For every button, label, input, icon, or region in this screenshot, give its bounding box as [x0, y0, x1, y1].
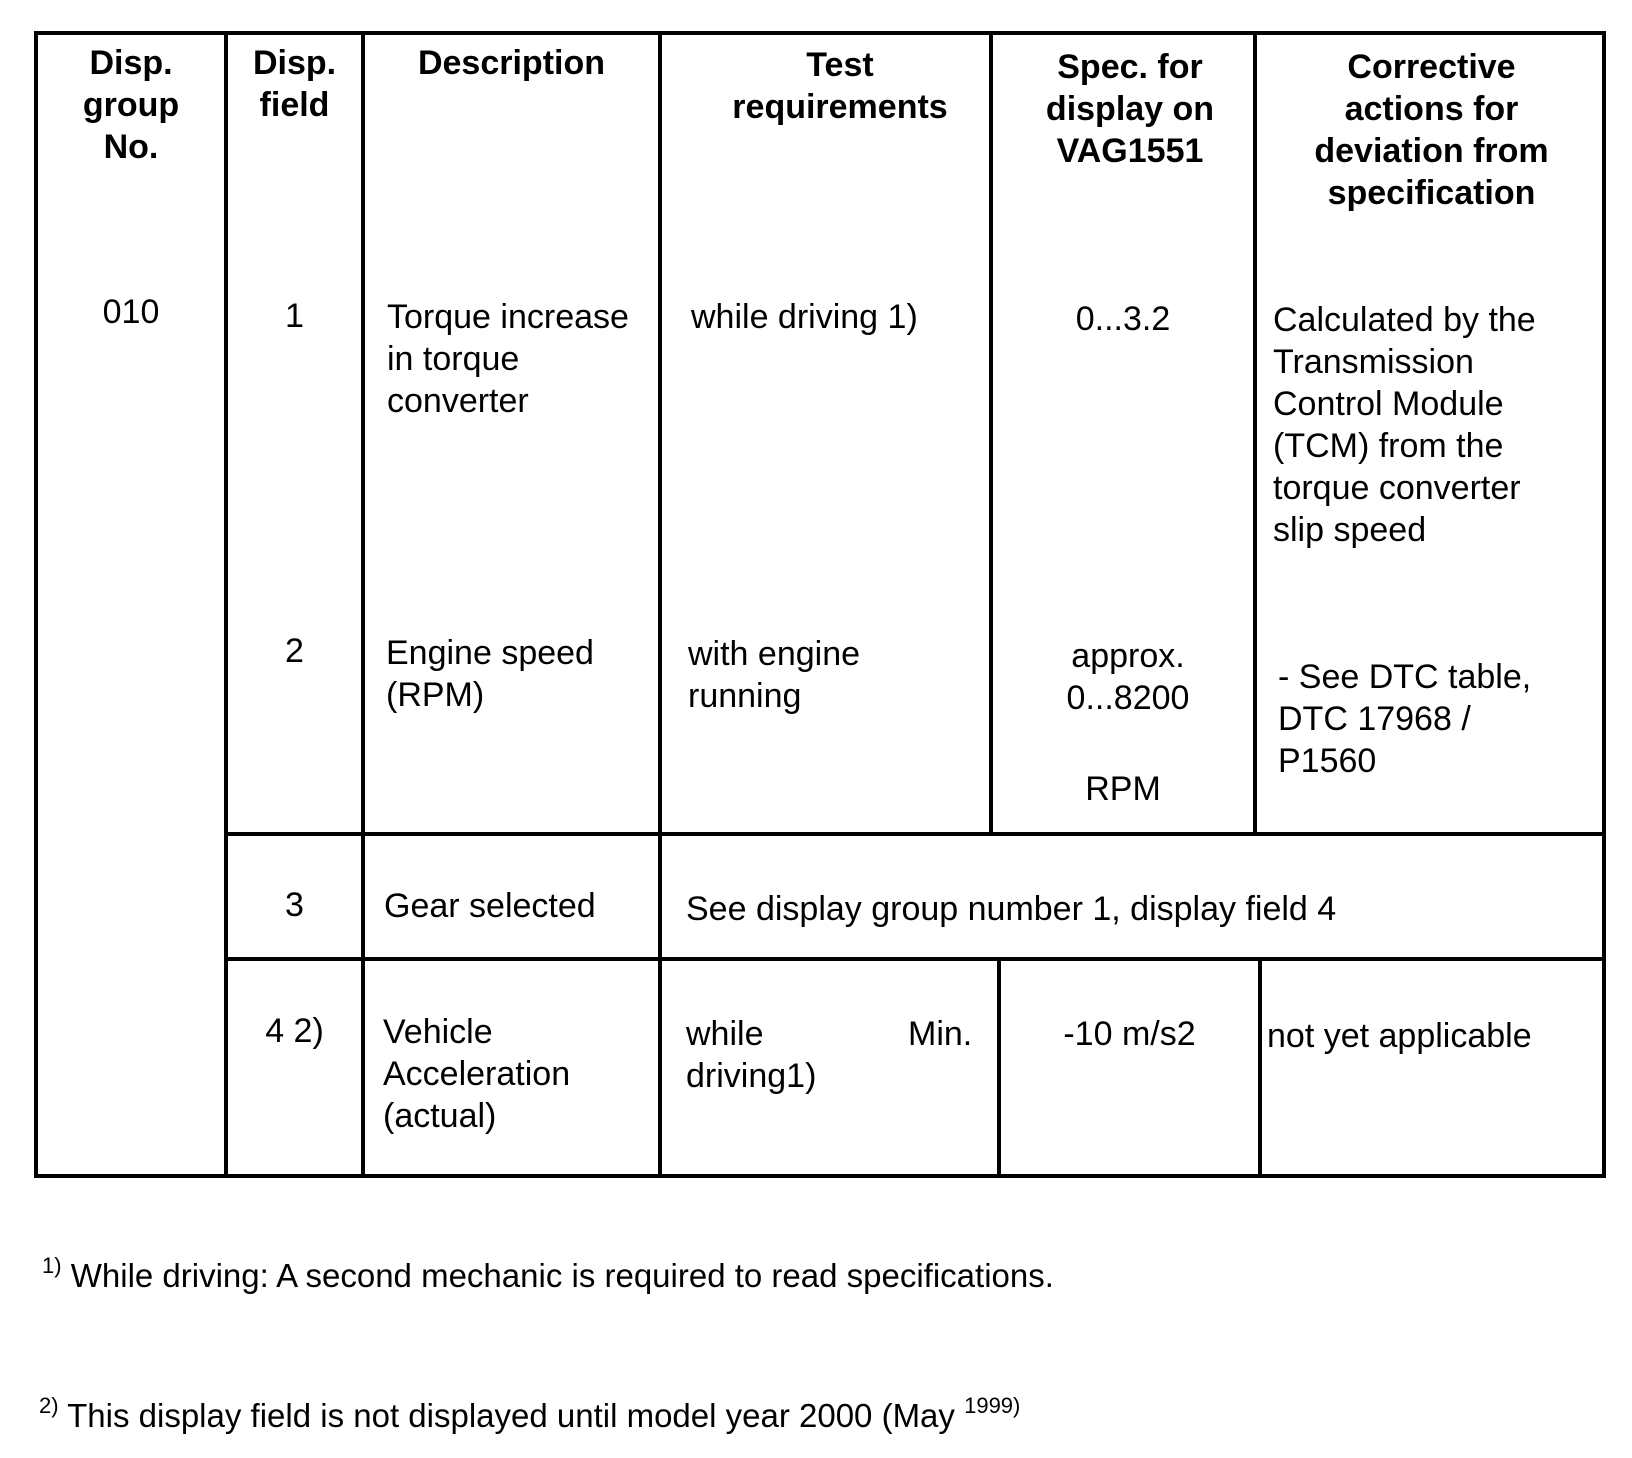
row3-description: Gear selected: [384, 887, 596, 925]
footnote-1-mark: 1): [42, 1253, 62, 1278]
header-field: Disp. field: [252, 44, 337, 124]
row4-spec: -10 m/s2: [1063, 1015, 1196, 1053]
row3-field: 3: [285, 886, 304, 924]
row1-spec: 0...3.2: [1075, 300, 1171, 338]
header-corrective-actions: Corrective actions for deviation from specification: [1314, 48, 1549, 212]
footnote-2-year: 1999): [964, 1393, 1021, 1418]
footnote-1-text: While driving: A second mechanic is required to read specifications.: [61, 1257, 1054, 1294]
column-divider: [1258, 959, 1262, 1174]
header-test-requirements: Test requirements: [732, 46, 948, 126]
footnote-2-mark: 2): [39, 1393, 59, 1418]
row4-test-min: Min.: [908, 1015, 973, 1053]
row1-description: Torque increase in torque converter: [387, 298, 629, 420]
row4-corrective: not yet applicable: [1267, 1017, 1532, 1055]
column-divider: [997, 959, 1001, 1174]
group-number: 010: [102, 293, 160, 331]
row4-test-driving: driving1): [686, 1057, 817, 1095]
row2-test: with engine running: [688, 635, 861, 715]
footnote-1: [42, 1253, 1054, 1295]
column-divider: [658, 31, 662, 1178]
row1-corrective: Calculated by the Transmission Control Module (TCM) from the torque converter slip speed: [1273, 301, 1536, 549]
row4-field: 4 2): [265, 1012, 324, 1050]
row2-spec: approx. 0...8200: [1066, 637, 1190, 717]
row2-spec-unit: RPM: [1085, 770, 1161, 808]
row-divider: [224, 832, 1606, 836]
header-group: Disp. group No.: [82, 44, 180, 166]
row-divider: [224, 957, 1606, 961]
header-description: Description: [417, 44, 606, 82]
row2-field: 2: [285, 632, 304, 670]
column-divider: [224, 31, 228, 1178]
header-spec: Spec. for display on VAG1551: [1045, 48, 1215, 170]
footnote-2: [39, 1393, 1020, 1435]
footnote-2-text: This display field is not displayed until model year 2000 (May: [58, 1397, 965, 1434]
row2-description: Engine speed (RPM): [386, 634, 594, 714]
column-divider: [361, 31, 365, 1178]
row4-test-while: while: [686, 1015, 764, 1053]
row4-description: Vehicle Acceleration (actual): [383, 1013, 571, 1135]
row3-merged-note: See display group number 1, display field 4: [686, 890, 1337, 928]
row2-corrective: - See DTC table, DTC 17968 / P1560: [1278, 658, 1532, 780]
row1-field: 1: [285, 297, 304, 335]
row1-test: while driving 1): [691, 298, 918, 336]
